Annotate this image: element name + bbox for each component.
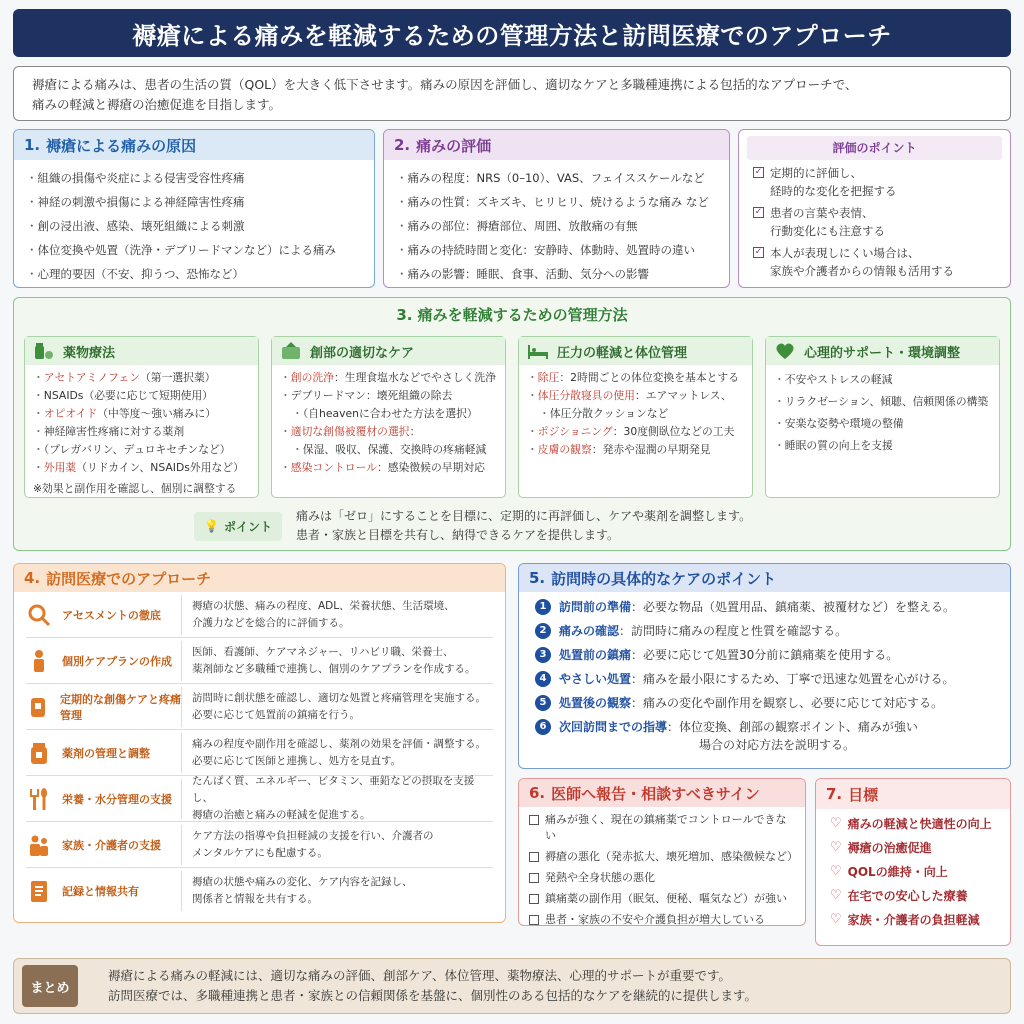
row-desc: 医師、看護師、ケアマネジャー、リハビリ職、栄養士、 — [192, 645, 454, 658]
step-title: 次回訪問までの指導 — [559, 720, 668, 734]
subcard-header — [519, 337, 752, 365]
check-icon: ✓ — [754, 247, 763, 257]
section-header — [816, 779, 1010, 809]
list-item: ・ 痛みの影響：睡眠、食事、活動、気分への影響 — [396, 262, 717, 286]
list-item: ・ 除圧：2時間ごとの体位変換を基本とする — [527, 369, 744, 387]
list-item: ・ オピオイド（中等度〜強い痛みに） — [33, 405, 250, 423]
subcard-drug-therapy — [24, 336, 259, 498]
step-item — [535, 718, 998, 754]
intro-line: 痛みの軽減と褥瘡の治癒促進を目指します。 — [32, 97, 282, 112]
point-line: 痛みは「ゼロ」にすることを目標に、定期的に再評価し、ケアや薬剤を調整します。 — [295, 509, 752, 523]
drug-list — [25, 365, 258, 481]
approach-row — [26, 822, 493, 868]
check-icon: ✓ — [754, 167, 763, 177]
list-item: ・ 体位変換や処置（洗浄・デブリードマンなど）による痛み — [26, 238, 362, 262]
point-callout — [194, 506, 994, 546]
step-title: 処置後の観察 — [559, 696, 632, 710]
section-title: 訪問時の具体的なケアのポイント — [551, 569, 777, 588]
step-text: ：体位変換、創部の観察ポイント、痛みが強い — [667, 720, 918, 734]
goal-item — [830, 815, 1002, 833]
row-desc: 関係者と情報を共有する。 — [192, 893, 318, 905]
approach-row — [26, 776, 493, 822]
row-desc: ケア方法の指導や負担軽減の支援を行い、介護者の — [192, 829, 434, 842]
approach-row — [26, 592, 493, 638]
subcard-title: 圧力の軽減と体位管理 — [557, 345, 688, 361]
section-header — [14, 564, 505, 592]
row-desc: 痛みの程度や副作用を確認し、薬剤の効果を評価・調整する。 — [192, 737, 486, 750]
check-text: 患者の言葉や表情、 — [770, 206, 874, 220]
row-desc: 褥瘡の状態や痛みの変化、ケア内容を記録し、 — [192, 876, 413, 888]
causes-list — [14, 160, 374, 288]
row-label: 薬剤の管理と調整 — [62, 746, 150, 760]
fork-spoon-icon — [26, 787, 52, 811]
bed-icon — [527, 341, 549, 361]
list-item: ・ 神経障害性疼痛に対する薬剤 — [33, 423, 250, 441]
list-item: ・ デブリードマン：壊死組織の除去 — [280, 387, 497, 405]
goal-text: QOLの維持・向上 — [847, 865, 948, 879]
row-desc: 必要に応じて医師と連携し、処方を見直す。 — [192, 754, 402, 767]
point-line: 患者・家族と目標を共有し、納得できるケアを提供します。 — [295, 528, 620, 542]
heart-icon: ♡ — [830, 888, 842, 903]
list-item: ・ 体圧分散寝具の使用：エアマットレス、 — [527, 387, 744, 405]
section-number: 1. — [24, 136, 41, 154]
row-label: 定期的な創傷ケアと疼痛管理 — [60, 692, 181, 722]
subcard-title: 創部の適切なケア — [310, 345, 415, 361]
step-item — [535, 622, 998, 640]
subcard-wound-care — [271, 336, 506, 498]
subcard-title: 心理的サポート・環境調整 — [804, 345, 961, 361]
section-title: 褥瘡による痛みの原因 — [46, 136, 197, 155]
row-label: 記録と情報共有 — [62, 885, 139, 898]
document-icon — [26, 879, 52, 903]
list-item: ・ 不安やストレスの軽減 — [774, 369, 991, 391]
row-desc: 訪問時に創状態を確認し、適切な処置と疼痛管理を実施する。 — [192, 691, 486, 704]
heart-icon: ♡ — [830, 840, 842, 855]
points-title: 評価のポイント — [747, 136, 1002, 160]
section-number: 7. — [826, 785, 843, 803]
row-desc: 褥瘡の状態、痛みの程度、ADL、栄養状態、生活環境、 — [192, 599, 455, 612]
approach-row — [26, 638, 493, 684]
point-text — [296, 507, 751, 545]
section-title: 医師へ報告・相談すべきサイン — [551, 784, 760, 803]
goal-text: 痛みの軽減と快適性の向上 — [847, 817, 992, 831]
section-causes — [13, 129, 375, 288]
heart-icon — [774, 341, 796, 361]
list-item: ・ 痛みの性質：ズキズキ、ヒリヒリ、焼けるような痛み など — [396, 190, 717, 214]
step-item — [535, 694, 998, 712]
checklist-text: 患者・家族の不安や介護負担が増大している — [545, 913, 765, 926]
point-label: ポイント — [223, 519, 272, 534]
check-text: 本人が表現しにくい場合は、 — [770, 246, 920, 260]
step-number: 3 — [535, 647, 551, 663]
approach-row — [26, 684, 493, 730]
list-item: ・ NSAIDs（必要に応じて短期使用） — [33, 387, 250, 405]
list-item: ・ 痛みの程度：NRS（0–10）、VAS、フェイススケールなど — [396, 166, 717, 190]
check-item — [753, 244, 1002, 280]
row-desc: 必要に応じて処置前の鎮痛を行う。 — [192, 708, 360, 721]
intro-box — [13, 66, 1011, 121]
section-header — [14, 130, 374, 160]
step-item — [535, 646, 998, 664]
row-desc: 薬剤師など多職種で連携し、個別のケアプランを作成する。 — [192, 662, 476, 675]
magnifier-icon — [26, 603, 52, 627]
row-label: アセスメントの徹底 — [62, 608, 161, 622]
wound-care-icon — [280, 341, 302, 361]
family-icon — [26, 833, 52, 857]
list-item: ・ 痛みの部位：褥瘡部位、周囲、放散痛の有無 — [396, 214, 717, 238]
step-number: 6 — [535, 719, 551, 735]
heart-icon: ♡ — [830, 864, 842, 879]
check-item — [753, 164, 1002, 200]
section-title: 3. 痛みを軽減するための管理方法 — [396, 306, 628, 324]
step-text: ：痛みを最小限にするため、丁寧で迅速な処置を心がける。 — [631, 672, 955, 686]
list-item: ・ リラクゼーション、傾聴、信頼関係の構築 — [774, 391, 991, 413]
step-title: 痛みの確認 — [559, 624, 620, 638]
check-item — [753, 204, 1002, 240]
subcard-psych-support — [765, 336, 1000, 498]
section-title: 痛みの評価 — [416, 136, 492, 155]
list-item: ・ 保湿、吸収、保護、交換時の疼痛軽減 — [280, 441, 497, 459]
checkbox[interactable] — [529, 815, 539, 825]
section-number: 2. — [394, 136, 411, 154]
section-title: 目標 — [848, 785, 879, 804]
intro-line: 褥瘡による痛みは、患者の生活の質（QOL）を大きく低下させます。痛みの原因を評価し、適切なケアと多職種連携による包括的なアプローチで、 — [32, 77, 858, 92]
step-item — [535, 670, 998, 688]
checklist-text: 褥瘡の悪化（発赤拡大、壊死増加、感染徴候など） — [545, 850, 798, 863]
list-item: ・ 神経の刺激や損傷による神経障害性疼痛 — [26, 190, 362, 214]
step-text: ：訪問時に痛みの程度と性質を確認する。 — [619, 624, 848, 638]
approach-row — [26, 868, 493, 914]
row-desc: たんぱく質、エネルギー、ビタミン、亜鉛などの摂取を支援し、 — [192, 775, 475, 804]
list-item: ・ 安楽な姿勢や環境の整備 — [774, 413, 991, 435]
goal-item — [830, 911, 1002, 929]
checklist-text: 発熱や全身状態の悪化 — [545, 871, 655, 884]
check-text: 経時的な変化を把握する — [770, 184, 897, 198]
list-item: ・ アセトアミノフェン（第一選択薬） — [33, 369, 250, 387]
summary-line: 訪問医療では、多職種連携と患者・家族との信頼関係を基盤に、個別性のある包括的なケアを継続的に提供します。 — [108, 988, 758, 1003]
list-item: ・ （自heavenに合わせた方法を選択） — [280, 405, 497, 423]
assessment-list — [384, 160, 729, 288]
summary-line: 褥瘡による痛みの軽減には、適切な痛みの評価、創部ケア、体位管理、薬物療法、心理的サポートが重要です。 — [108, 968, 732, 983]
checklist-item — [529, 912, 797, 926]
psych-list — [766, 365, 999, 461]
step-text: 場合の対応方法を説明する。 — [699, 738, 856, 752]
row-label: 栄養・水分管理の支援 — [62, 792, 172, 806]
checkbox[interactable] — [529, 894, 539, 904]
approach-row — [26, 730, 493, 776]
step-text: ：必要に応じて処置30分前に鎮痛薬を使用する。 — [631, 648, 899, 662]
section-goals — [815, 778, 1011, 946]
step-title: 処置前の鎮痛 — [559, 648, 632, 662]
checklist-text: 痛みが強く、現在の鎮痛薬でコントロールできない — [545, 813, 787, 842]
point-badge — [194, 512, 282, 541]
step-text: ：痛みの変化や副作用を観察し、必要に応じて対応する。 — [631, 696, 944, 710]
section-header — [519, 564, 1010, 592]
subcard-pressure — [518, 336, 753, 498]
section-header — [519, 779, 805, 807]
subcard-header — [766, 337, 999, 365]
row-label: 個別ケアプランの作成 — [62, 654, 172, 668]
checklist-item — [529, 870, 797, 886]
check-text: 行動変化にも注意する — [770, 224, 885, 238]
step-title: やさしい処置 — [559, 672, 632, 686]
section-number: 6. — [529, 784, 546, 802]
check-text: 家族や介護者からの情報も活用する — [770, 264, 954, 278]
person-icon — [26, 649, 52, 673]
subcard-header — [272, 337, 505, 365]
checkbox[interactable] — [529, 852, 539, 862]
bandage-icon — [26, 695, 50, 719]
page-title: 褥瘡による痛みを軽減するための管理方法と訪問医療でのアプローチ — [13, 9, 1011, 57]
checkbox[interactable] — [529, 873, 539, 883]
summary-box — [13, 958, 1011, 1014]
list-item: ・ ポジショニング：30度側臥位などの工夫 — [527, 423, 744, 441]
step-number: 5 — [535, 695, 551, 711]
wound-list — [272, 365, 505, 481]
step-number: 2 — [535, 623, 551, 639]
heart-icon: ♡ — [830, 816, 842, 831]
section-title: 訪問医療でのアプローチ — [46, 569, 212, 588]
list-item: ・ 痛みの持続時間と変化：安静時、体動時、処置時の違い — [396, 238, 717, 262]
step-text: ：必要な物品（処置用品、鎮痛薬、被覆材など）を整える。 — [631, 600, 956, 614]
section-number: 5. — [529, 569, 546, 587]
goal-text: 褥瘡の治癒促進 — [847, 841, 932, 855]
subcard-title: 薬物療法 — [63, 345, 116, 361]
list-item: ・ 創の洗浄：生理食塩水などでやさしく洗浄 — [280, 369, 497, 387]
checklist-item — [529, 891, 797, 907]
lightbulb-icon: 💡 — [204, 519, 219, 533]
check-text: 定期的に評価し、 — [770, 166, 862, 180]
subcard-header — [25, 337, 258, 365]
list-item: ・ 睡眠の質の向上を支援 — [774, 435, 991, 457]
goal-item — [830, 839, 1002, 857]
goal-item — [830, 863, 1002, 881]
drug-note: ※効果と副作用を確認し、個別に調整する — [33, 482, 237, 495]
pill-bottle-icon — [33, 341, 55, 361]
row-desc: メンタルケアにも配慮する。 — [192, 846, 328, 859]
heart-icon: ♡ — [830, 912, 842, 927]
step-item — [535, 598, 998, 616]
list-item: ・ 組織の損傷や炎症による侵害受容性疼痛 — [26, 166, 362, 190]
section-number: 4. — [24, 569, 41, 587]
summary-label: まとめ — [22, 965, 78, 1007]
step-number: 4 — [535, 671, 551, 687]
list-item: ・ 体圧分散クッションなど — [527, 405, 744, 423]
step-title: 訪問前の準備 — [559, 600, 632, 614]
checkbox[interactable] — [529, 915, 539, 925]
goal-text: 家族・介護者の負担軽減 — [847, 913, 980, 927]
section-report-signs — [518, 778, 806, 926]
list-item: ・ 感染コントロール：感染徴候の早期対応 — [280, 459, 497, 477]
assessment-points — [738, 129, 1011, 288]
section-management — [13, 297, 1011, 551]
check-icon: ✓ — [754, 207, 763, 217]
step-number: 1 — [535, 599, 551, 615]
section-assessment — [383, 129, 730, 288]
section-header — [384, 130, 729, 160]
goal-text: 在宅での安心した療養 — [847, 889, 968, 903]
checklist-item — [529, 812, 797, 844]
row-desc: 褥瘡の治癒と痛みの軽減を促進する。 — [192, 809, 371, 821]
goal-item — [830, 887, 1002, 905]
row-desc: 介護力などを総合的に評価する。 — [192, 616, 350, 629]
checklist-text: 鎮痛薬の副作用（眠気、便秘、嘔気など）が強い — [545, 892, 787, 905]
pressure-list — [519, 365, 752, 463]
section-visit-care-points — [518, 563, 1011, 769]
list-item: ・ 適切な創傷被覆材の選択： — [280, 423, 497, 441]
list-item: ・ 皮膚の観察：発赤や湿潤の早期発見 — [527, 441, 744, 459]
section-home-care — [13, 563, 506, 923]
checklist-item — [529, 849, 797, 865]
row-label: 家族・介護者の支援 — [62, 838, 161, 852]
list-item: ・ 創の浸出液、感染、壊死組織による刺激 — [26, 214, 362, 238]
list-item: ・ 心理的要因（不安、抑うつ、恐怖など） — [26, 262, 362, 286]
list-item: ・ 外用薬（リドカイン、NSAIDs外用など） — [33, 459, 250, 477]
medicine-bottle-icon — [26, 741, 52, 765]
summary-text — [108, 966, 757, 1006]
list-item: ・ （プレガバリン、デュロキセチンなど） — [33, 441, 250, 459]
